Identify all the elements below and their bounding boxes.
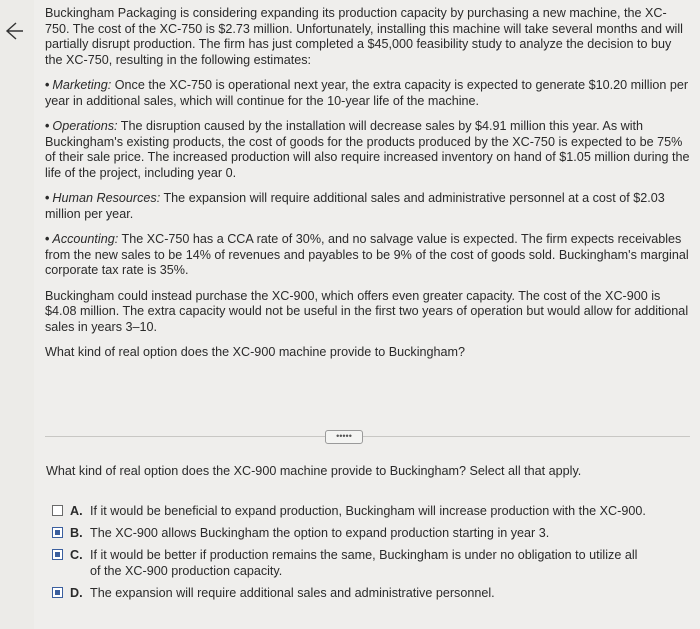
option-c-checkbox[interactable] xyxy=(52,549,63,560)
section-divider xyxy=(45,436,690,437)
option-d-checkbox[interactable] xyxy=(52,587,63,598)
option-a-checkbox[interactable] xyxy=(52,505,63,516)
question-panel xyxy=(34,0,700,629)
option-d-letter: D. xyxy=(70,586,83,600)
sub-question: What kind of real option does the XC-900 machine provide to Buckingham? Select all that apply. xyxy=(46,464,582,478)
bullet-operations: • Operations: The disruption caused by the installation will decrease sales by $4.91 million this year. As with Buckingham's existing products, the cost of goods for the products produced by the XC-750 is expected to be 75% of their sale price. The increased production will also require increased inventory on hand of $1.05 million during the life of the project, including year 0. xyxy=(45,119,690,180)
option-a-text: If it would be beneficial to expand production, Buckingham will increase production with the XC-900. xyxy=(90,504,646,518)
bullet-icon: • xyxy=(45,119,50,133)
bullet-accounting: • Accounting: The XC-750 has a CCA rate of 30%, and no salvage value is expected. The firm expects receivables from the new sales to be 14% of revenues and payables to be 9% of the cost of goods sold. Buckingham's marginal corporate tax rate is 35%. xyxy=(45,232,689,277)
option-a-letter: A. xyxy=(70,504,83,518)
question-alternative: Buckingham could instead purchase the XC-900, which offers even greater capacity. The cost of the XC-900 is $4.08 million. The extra capacity would not be useful in the first two years of operation but would allow for additional sales in years 3–10. xyxy=(45,288,689,334)
bullet-icon: • xyxy=(45,232,50,246)
option-b-checkbox[interactable] xyxy=(52,527,63,538)
option-c-text: If it would be better if production remains the same, Buckingham is under no obligation to utilize all of the XC-900 production capacity. xyxy=(90,548,638,578)
bullet-icon: • xyxy=(45,78,50,92)
question-body xyxy=(45,6,690,371)
question-intro: Buckingham Packaging is considering expanding its production capacity by purchasing a new machine, the XC-750. The cost of the XC-750 is $2.73 million. Unfortunately, installing this machine will take several months and will partially disrupt production. The firm has just completed a $45,000 feasibility study to analyze the decision to buy the XC-750, resulting in the following estimates: xyxy=(45,6,683,67)
bullet-icon: • xyxy=(45,191,50,205)
option-b-letter: B. xyxy=(70,526,83,540)
bullet-marketing: • Marketing: Once the XC-750 is operational next year, the extra capacity is expected to generate $10.20 million per year in additional sales, which will continue for the 10-year life of the machine. xyxy=(45,78,689,108)
expand-more-button[interactable]: ••••• xyxy=(325,430,363,444)
back-arrow-icon[interactable] xyxy=(2,20,24,42)
option-b-text: The XC-900 allows Buckingham the option to expand production starting in year 3. xyxy=(90,526,550,540)
question-prompt: What kind of real option does the XC-900 machine provide to Buckingham? xyxy=(45,345,466,359)
option-d-text: The expansion will require additional sales and administrative personnel. xyxy=(90,586,495,600)
option-c-letter: C. xyxy=(70,548,83,562)
bullet-human-resources: • Human Resources: The expansion will require additional sales and administrative personnel at a cost of $2.03 million per year. xyxy=(45,191,665,221)
